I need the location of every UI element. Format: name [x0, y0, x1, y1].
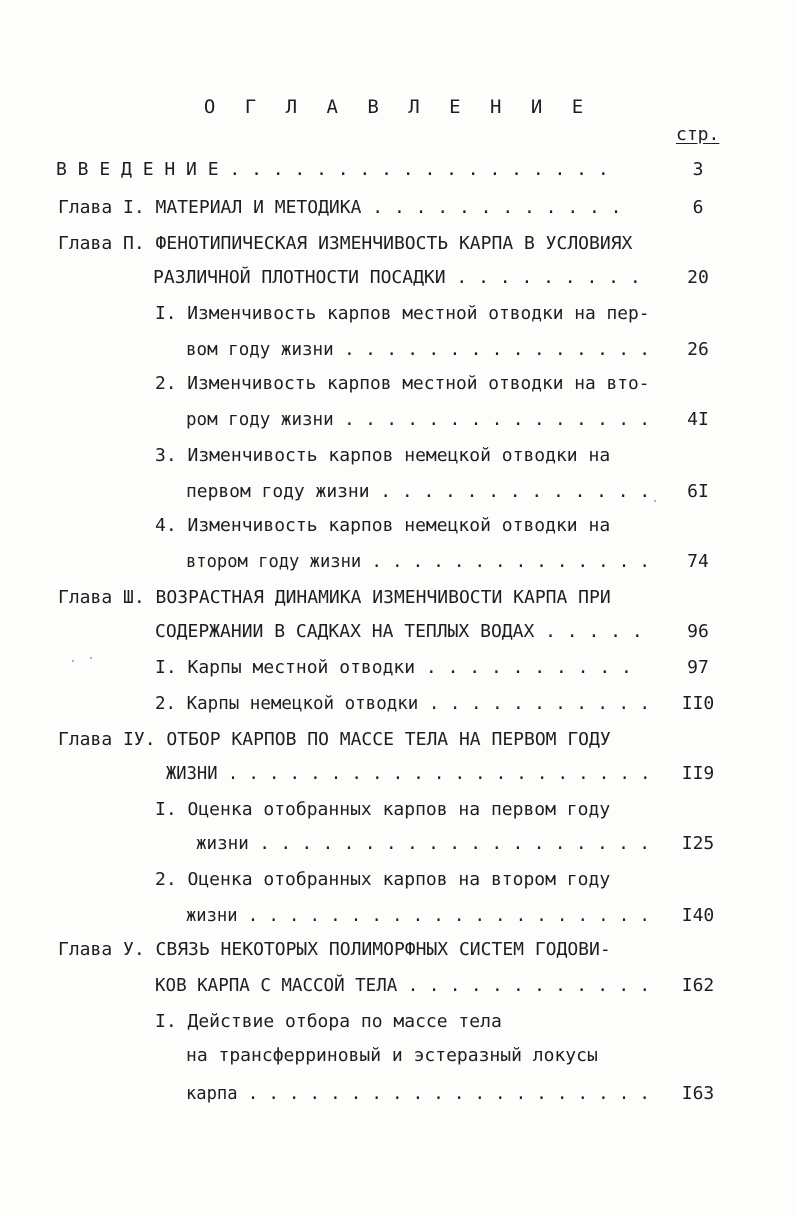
page-title: О Г Л А В Л Е Н И Е — [203, 96, 593, 118]
toc-entry-section-2-2-cont: ром году жизни . . . . . . . . . . . . . . . — [186, 409, 650, 430]
toc-page-number: 26 — [687, 339, 709, 360]
toc-entry-section-2-4-cont: втором году жизни . . . . . . . . . . . . . . — [186, 551, 650, 572]
toc-entry-section-4-1: I. Оценка отобранных карпов на первом году — [155, 799, 611, 820]
toc-page-number: I62 — [681, 975, 715, 996]
toc-entry-section-5-1: I. Действие отбора по массе тела — [155, 1011, 502, 1032]
scan-speck — [90, 657, 92, 659]
toc-entry-chapter-2-cont: РАЗЛИЧНОЙ ПЛОТНОСТИ ПОСАДКИ . . . . . . . . . — [153, 267, 641, 288]
toc-entry-section-4-1-cont: жизни . . . . . . . . . . . . . . . . . . . — [196, 833, 650, 854]
toc-page-number: 4I — [687, 409, 709, 430]
scan-speck — [72, 660, 74, 662]
toc-page-number: 6I — [687, 481, 709, 502]
toc-entry-chapter-1: Глава I. МАТЕРИАЛ И МЕТОДИКА . . . . . . . . . . . . — [58, 197, 622, 218]
toc-entry-chapter-4-cont: ЖИЗНИ . . . . . . . . . . . . . . . . . . . . . — [166, 763, 651, 784]
toc-page-number: 6 — [692, 197, 704, 218]
toc-entry-section-4-2: 2. Оценка отобранных карпов на втором году — [155, 869, 611, 890]
toc-page-number: 97 — [687, 657, 709, 678]
toc-entry-section-2-3: 3. Изменчивость карпов немецкой отводки на — [155, 445, 611, 466]
page-column-header: стр. — [676, 124, 720, 145]
toc-entry-section-2-2: 2. Изменчивость карпов местной отводки на вто- — [155, 373, 650, 394]
toc-page-number: 20 — [687, 267, 709, 288]
toc-entry-section-2-3-cont: первом году жизни . . . . . . . . . . . . . — [186, 481, 651, 502]
toc-page-number: 74 — [687, 551, 709, 572]
toc-entry-section-4-2-cont: жизни . . . . . . . . . . . . . . . . . . . . — [186, 905, 650, 926]
toc-page-number: 96 — [687, 621, 709, 642]
toc-entry-section-2-1: I. Изменчивость карпов местной отводки на пер- — [155, 303, 650, 324]
toc-entry-chapter-5: Глава У. СВЯЗЬ НЕКОТОРЫХ ПОЛИМОРФНЫХ СИСТЕМ ГОДОВИ- — [58, 939, 611, 960]
toc-entry-chapter-3-cont: СОДЕРЖАНИИ В САДКАХ НА ТЕПЛЫХ ВОДАХ . . . . . — [155, 621, 643, 642]
toc-entry-section-3-1: I. Карпы местной отводки . . . . . . . . . . — [155, 657, 632, 678]
toc-page-number: II0 — [681, 693, 715, 714]
toc-entry-section-5-1-cont: на трансферриновый и эстеразный локусы — [186, 1045, 598, 1066]
toc-entry-section-3-2: 2. Карпы немецкой отводки . . . . . . . . . . . — [155, 693, 651, 714]
toc-entry-section-2-1-cont: вом году жизни . . . . . . . . . . . . . . . — [186, 339, 650, 360]
toc-page-number: 3 — [692, 159, 704, 180]
toc-page-number: I25 — [681, 833, 715, 854]
toc-entry-chapter-5-cont: КОВ КАРПА С МАССОЙ ТЕЛА . . . . . . . . . . . . — [155, 975, 651, 996]
toc-entry-section-5-1-cont2: карпа . . . . . . . . . . . . . . . . . . . . — [186, 1083, 650, 1104]
toc-entry-section-2-4: 4. Изменчивость карпов немецкой отводки на — [155, 515, 611, 536]
scan-speck — [654, 500, 656, 502]
toc-entry-chapter-3: Глава Ш. ВОЗРАСТНАЯ ДИНАМИКА ИЗМЕНЧИВОСТИ КАРПА ПРИ — [58, 587, 611, 608]
toc-page-number: I63 — [681, 1083, 715, 1104]
toc-entry-chapter-4: Глава IУ. ОТБОР КАРПОВ ПО МАССЕ ТЕЛА НА ПЕРВОМ ГОДУ — [58, 729, 611, 750]
toc-entry-introduction: В В Е Д Е Н И Е . . . . . . . . . . . . . . . . . . — [56, 159, 609, 180]
toc-page-number: I40 — [681, 905, 715, 926]
toc-page-number: II9 — [681, 763, 715, 784]
toc-entry-chapter-2: Глава П. ФЕНОТИПИЧЕСКАЯ ИЗМЕНЧИВОСТЬ КАРПА В УСЛОВИЯХ — [58, 233, 633, 254]
